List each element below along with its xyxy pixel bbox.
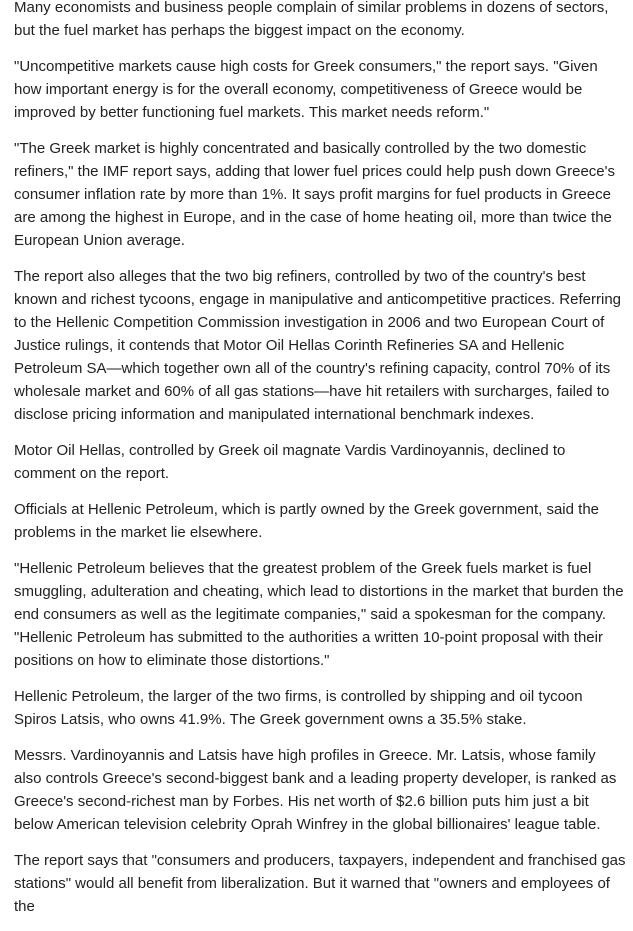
article-body xyxy=(14,0,626,931)
paragraph-10: The report says that "consumers and producers, taxpayers, independent and franchised gas stations" would all benefit from liberalization. But it warned that "owners and employees of the xyxy=(14,852,626,915)
paragraph-4: The report also alleges that the two big refiners, controlled by two of the country's best known and richest tycoons, engage in manipulative and anticompetitive practices. Referring to the Hellenic Competition Commission investigation in 2006 and two European Court of Justice rulings, it contends that Motor Oil Hellas Corinth Refineries SA and Hellenic Petroleum SA—which together own all of the country's refining capacity, control 70% of its wholesale market and 60% of all gas stations—have hit retailers with surcharges, failed to disclose pricing information and manipulated international benchmark indexes. xyxy=(14,268,622,423)
paragraph-9: Messrs. Vardinoyannis and Latsis have high profiles in Greece. Mr. Latsis, whose family also controls Greece's second-biggest bank and a leading property developer, is ranked as Greece's second-richest man by Forbes. His net worth of $2.6 billion puts him just a bit below American television celebrity Oprah Winfrey in the global billionaires' league table. xyxy=(14,747,617,833)
paragraph-2: "Uncompetitive markets cause high costs for Greek consumers," the report says. "Given how important energy is for the overall economy, competitiveness of Greece would be improved by better functioning fuel markets. This market needs reform." xyxy=(14,58,598,121)
paragraph-5: Motor Oil Hellas, controlled by Greek oil magnate Vardis Vardinoyannis, declined to comment on the report. xyxy=(14,442,566,482)
paragraph-7: "Hellenic Petroleum believes that the greatest problem of the Greek fuels market is fuel smuggling, adulteration and cheating, which lead to distortions in the market that burden the end consumers as well as the legitimate companies," said a spokesman for the company. "Hellenic Petroleum has submitted to the authorities a written 10-point proposal with their positions on how to eliminate those distortions." xyxy=(14,560,624,669)
paragraph-6: Officials at Hellenic Petroleum, which is partly owned by the Greek government, said the problems in the market lie elsewhere. xyxy=(14,501,599,541)
paragraph-1: Many economists and business people complain of similar problems in dozens of sectors, but the fuel market has perhaps the biggest impact on the economy. xyxy=(14,0,609,39)
paragraph-8: Hellenic Petroleum, the larger of the two firms, is controlled by shipping and oil tycoon Spiros Latsis, who owns 41.9%. The Greek government owns a 35.5% stake. xyxy=(14,688,583,728)
paragraph-3: "The Greek market is highly concentrated and basically controlled by the two domestic refiners," the IMF report says, adding that lower fuel prices could help push down Greece's consumer inflation rate by more than 1%. It says profit margins for fuel products in Greece are among the highest in Europe, and in the case of home heating oil, more than twice the European Union average. xyxy=(14,140,615,249)
